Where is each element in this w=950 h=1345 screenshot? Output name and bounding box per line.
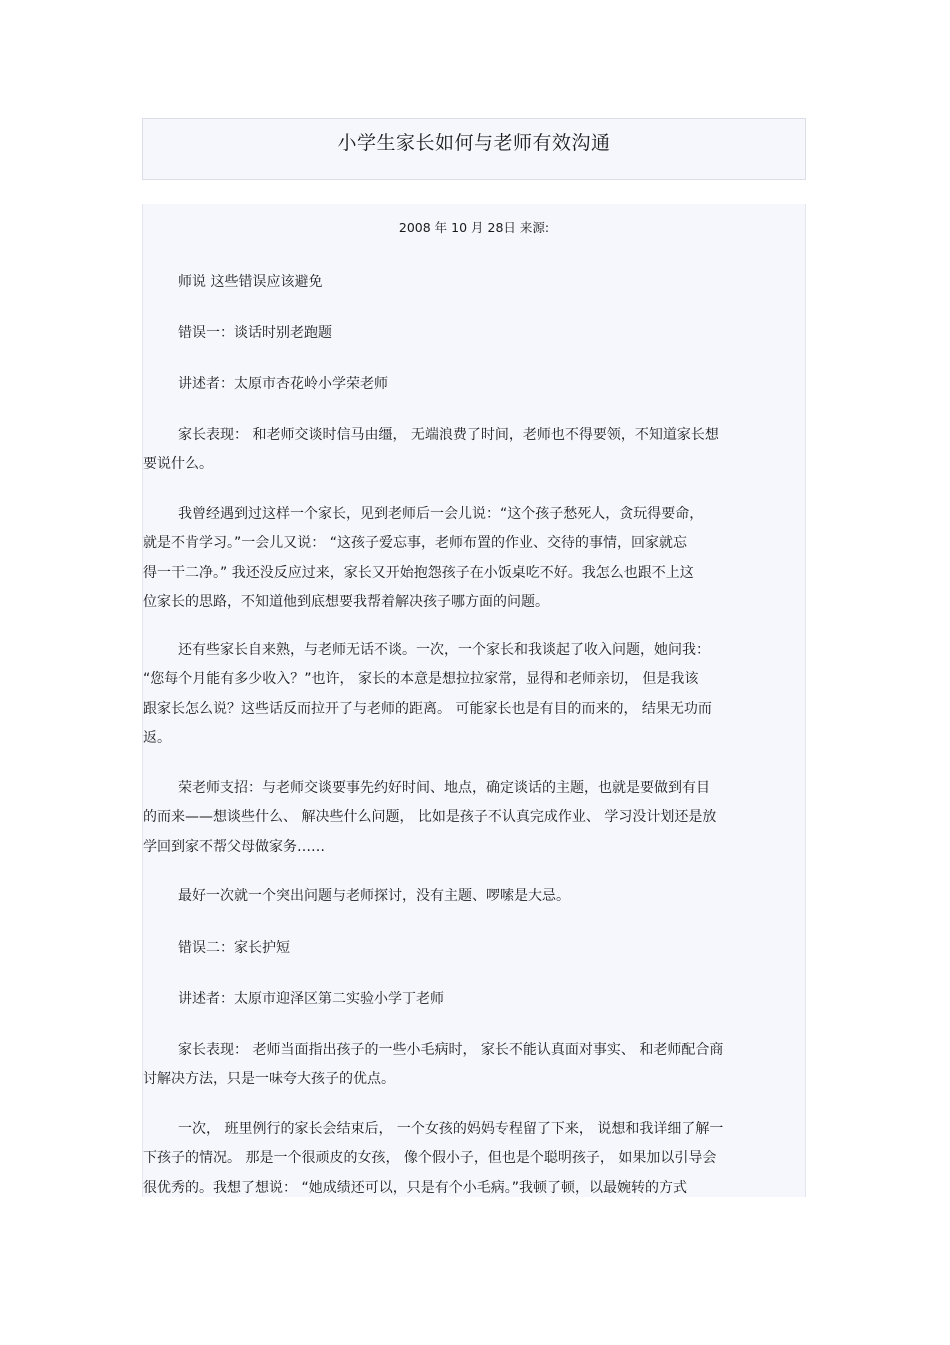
paragraph	[143, 500, 797, 617]
text-line: 下孩子的情况。 那是一个很顽皮的女孩， 像个假小子，但也是个聪明孩子， 如果加以引导会	[143, 1150, 717, 1167]
text-line: 要说什么。	[143, 456, 213, 473]
text-line: 很优秀的。我想了想说： “她成绩还可以，只是有个小毛病。”我顿了顿，以最婉转的方式	[143, 1179, 687, 1196]
text-line: “您每个月能有多少收入？”也许， 家长的本意是想拉拉家常，显得和老师亲切， 但是我该	[143, 671, 699, 688]
paragraph	[143, 774, 797, 862]
text-line: 得一干二净。” 我还没反应过来，家长又开始抱怨孩子在小饭桌吃不好。我怎么也跟不上这	[143, 564, 694, 581]
text-line: 师说 这些错误应该避免	[178, 274, 323, 290]
text-line: 学回到家不帮父母做家务……	[143, 838, 325, 855]
text-line: 还有些家长自来熟，与老师无话不谈。一次，一个家长和我谈起了收入问题，她问我：	[178, 642, 710, 658]
text-line: 荣老师支招：与老师交谈要事先约好时间、地点，确定谈话的主题，也就是要做到有目	[178, 780, 710, 796]
paragraph	[143, 1036, 797, 1095]
paragraph	[143, 421, 797, 480]
paragraph	[143, 985, 797, 1014]
article-meta: 2008 年 10 月 28日 来源:	[398, 220, 550, 235]
text-line: 讲述者：太原市杏花岭小学荣老师	[178, 376, 388, 392]
text-line: 的而来——想谈些什么、 解决些什么问题， 比如是孩子不认真完成作业、 学习没计划还是放	[143, 809, 717, 826]
paragraph	[143, 934, 797, 963]
text-line: 一次， 班里例行的家长会结束后， 一个女孩的妈妈专程留了下来， 说想和我详细了解一	[178, 1121, 724, 1137]
text-line: 家长表现： 和老师交谈时信马由缰， 无端浪费了时间，老师也不得要领，不知道家长想	[178, 427, 719, 443]
text-line: 家长表现： 老师当面指出孩子的一些小毛病时， 家长不能认真面对事实、 和老师配合商	[178, 1042, 724, 1058]
title-box	[142, 118, 806, 180]
text-line: 讨解决方法，只是一味夸大孩子的优点。	[143, 1071, 395, 1088]
paragraph	[143, 319, 797, 348]
article-body	[142, 204, 806, 1197]
text-line: 跟家长怎么说？这些话反而拉开了与老师的距离。 可能家长也是有目的而来的， 结果无功而	[143, 700, 712, 717]
paragraph	[143, 636, 797, 753]
paragraph	[143, 370, 797, 399]
text-line: 最好一次就一个突出问题与老师探讨，没有主题、啰嗦是大忌。	[178, 888, 570, 904]
paragraph	[143, 268, 797, 297]
text-line: 错误二：家长护短	[178, 940, 290, 956]
page-title: 小学生家长如何与老师有效沟通	[337, 132, 611, 154]
text-line: 讲述者：太原市迎泽区第二实验小学丁老师	[178, 991, 444, 1007]
text-line: 我曾经遇到过这样一个家长，见到老师后一会儿说：“这个孩子愁死人，贪玩得要命，	[178, 506, 704, 522]
paragraph	[143, 882, 797, 911]
text-line: 错误一：谈话时别老跑题	[178, 325, 332, 341]
text-line: 就是不肯学习。”一会儿又说： “这孩子爱忘事，老师布置的作业、交待的事情，回家就忘	[143, 535, 687, 552]
text-line: 位家长的思路，不知道他到底想要我帮着解决孩子哪方面的问题。	[143, 593, 549, 610]
text-line: 返。	[143, 729, 171, 746]
paragraph	[143, 1115, 797, 1203]
